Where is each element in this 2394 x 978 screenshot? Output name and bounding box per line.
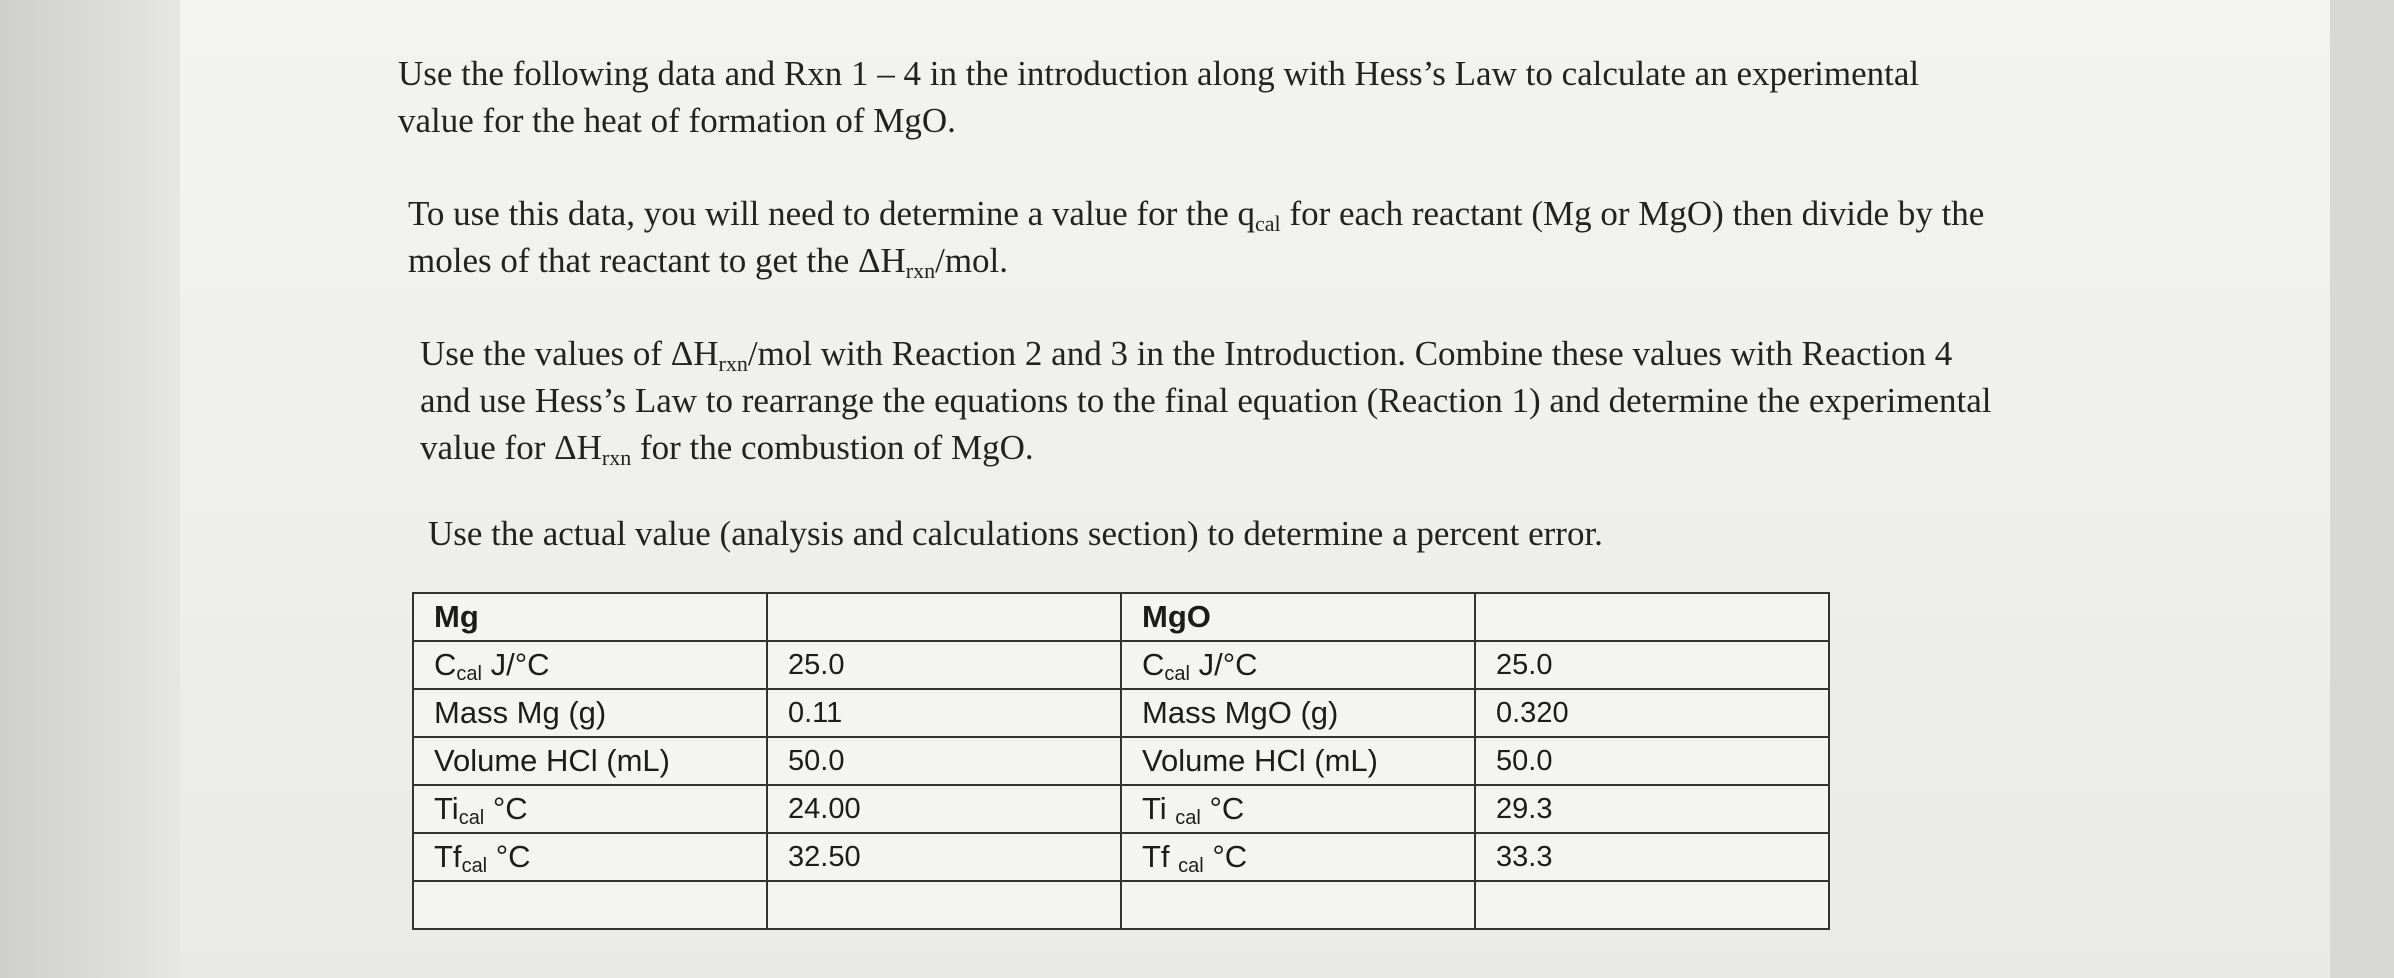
- mgo-label-cell: [1121, 689, 1475, 737]
- table-empty-row: [413, 881, 1829, 929]
- mg-label-cell: [413, 641, 767, 689]
- p3-text-b: /mol with Reaction 2 and 3 in the Introduction. Combine these values with Reaction 4: [747, 334, 1953, 373]
- p3-sub-rxn-1: rxn: [718, 351, 748, 376]
- mgo-label-subscript: cal: [1164, 663, 1190, 685]
- p2-sub-rxn: rxn: [905, 258, 936, 283]
- mg-value: 25.0: [767, 641, 1121, 689]
- data-table: [412, 592, 1830, 930]
- p2-text-d: /mol.: [935, 241, 1009, 280]
- mgo-label: Volume HCl (mL): [1142, 743, 1378, 778]
- mg-label: Mass Mg (g): [434, 695, 607, 730]
- mg-label-subscript: cal: [461, 855, 488, 877]
- p2-text-c: moles of that reactant to get the ΔH: [408, 241, 906, 280]
- mgo-value: 33.3: [1475, 833, 1829, 881]
- p2-sub-cal: cal: [1255, 211, 1281, 236]
- p3-text-a: Use the values of ΔH: [420, 334, 719, 373]
- mg-label-cell: [413, 833, 767, 881]
- p2-text-a: To use this data, you will need to determine a value for the q: [408, 194, 1256, 233]
- photo-right-margin: [2330, 0, 2394, 978]
- mg-value: 24.00: [767, 785, 1121, 833]
- mg-label-cell: [413, 785, 767, 833]
- instruction-paragraph-4: Use the actual value (analysis and calculations section) to determine a percent error.: [428, 514, 1603, 553]
- mgo-header-value-cell: [1475, 593, 1829, 641]
- photo-left-margin: [0, 0, 180, 978]
- p1-line-2: value for the heat of formation of MgO.: [398, 101, 956, 140]
- mg-label-cell: [413, 737, 767, 785]
- mg-label-unit: °C: [487, 839, 531, 874]
- mg-value: 50.0: [767, 737, 1121, 785]
- mgo-value: 29.3: [1475, 785, 1829, 833]
- p3-text-c: value for ΔH: [420, 428, 602, 467]
- empty-cell: [1475, 881, 1829, 929]
- mg-label-unit: °C: [484, 791, 528, 826]
- mgo-label-cell: [1121, 641, 1475, 689]
- mgo-value: 25.0: [1475, 641, 1829, 689]
- table-row: [413, 641, 1829, 689]
- mgo-label: Ti: [1142, 791, 1176, 826]
- empty-cell: [767, 881, 1121, 929]
- mgo-label: Mass MgO (g): [1142, 695, 1339, 730]
- empty-cell: [1121, 881, 1475, 929]
- mg-label: Volume HCl (mL): [434, 743, 670, 778]
- mgo-label-cell: [1121, 785, 1475, 833]
- mgo-label-subscript: cal: [1175, 807, 1201, 829]
- mg-label-cell: [413, 689, 767, 737]
- mgo-label: Tf: [1142, 839, 1179, 874]
- table-header-row: [413, 593, 1829, 641]
- mg-label: Tf: [434, 839, 462, 874]
- mgo-label-unit: °C: [1200, 791, 1245, 826]
- p3-sub-rxn-2: rxn: [601, 445, 632, 470]
- mgo-value: 50.0: [1475, 737, 1829, 785]
- mgo-label-unit: °C: [1203, 839, 1248, 874]
- instruction-paragraph-3: [420, 330, 2210, 471]
- table-row: [413, 785, 1829, 833]
- empty-cell: [413, 881, 767, 929]
- mg-label: Ti: [434, 791, 459, 826]
- table-row: [413, 833, 1829, 881]
- mgo-header: MgO: [1121, 593, 1475, 641]
- mgo-label-unit: J/°C: [1189, 647, 1258, 682]
- table-row: [413, 689, 1829, 737]
- mgo-label: C: [1142, 647, 1165, 682]
- mgo-label-cell: [1121, 833, 1475, 881]
- mg-value: 0.11: [767, 689, 1121, 737]
- p3-line-2: and use Hess’s Law to rearrange the equations to the final equation (Reaction 1) and determine the experimental: [420, 381, 1992, 420]
- p3-text-d: for the combustion of MgO.: [631, 428, 1034, 467]
- p1-line-1: Use the following data and Rxn 1 – 4 in the introduction along with Hess’s Law to calculate an experimental: [398, 54, 1920, 93]
- mgo-value: 0.320: [1475, 689, 1829, 737]
- mg-label-subscript: cal: [456, 663, 482, 685]
- mgo-label-cell: [1121, 737, 1475, 785]
- mg-value: 32.50: [767, 833, 1121, 881]
- table-row: [413, 737, 1829, 785]
- instruction-paragraph-2: [408, 190, 2218, 284]
- mg-label-subscript: cal: [458, 807, 485, 829]
- mgo-label-subscript: cal: [1178, 855, 1204, 877]
- mg-label: C: [434, 647, 457, 682]
- p2-text-b: for each reactant (Mg or MgO) then divide by the: [1280, 194, 1985, 233]
- instruction-paragraph-1: [398, 50, 2198, 144]
- mg-header-value-cell: [767, 593, 1121, 641]
- mg-header: Mg: [413, 593, 767, 641]
- mg-label-unit: J/°C: [481, 647, 550, 682]
